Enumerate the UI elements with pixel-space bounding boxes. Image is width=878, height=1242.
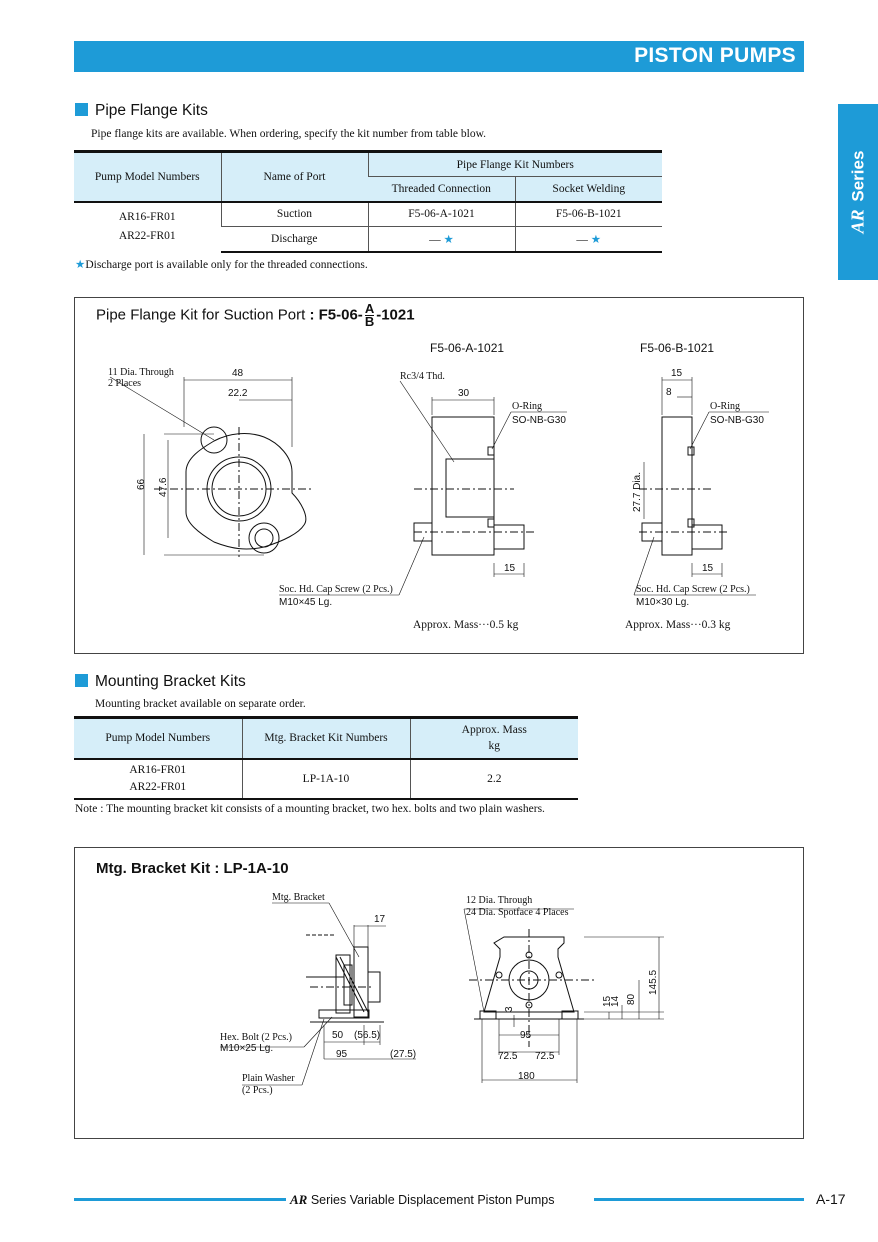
- series-label: Series: [848, 150, 868, 202]
- dim-text: Soc. Hd. Cap Screw (2 Pcs.): [279, 584, 393, 595]
- dim-text: Hex. Bolt (2 Pcs.): [220, 1032, 292, 1043]
- bracket-heading: Mounting Bracket Kits: [75, 673, 246, 691]
- dim-text: O-Ring: [512, 401, 542, 412]
- dim-text: Mtg. Bracket: [272, 892, 325, 903]
- dim-text: 72.5: [535, 1051, 555, 1062]
- table-cell-threaded: — ★: [368, 227, 515, 252]
- footer-logo: AR: [290, 1192, 308, 1207]
- table-cell-port: Discharge: [221, 227, 368, 252]
- dim-text: M10×30 Lg.: [636, 597, 690, 608]
- dim-text: 17: [374, 914, 386, 925]
- mass-b: Approx. Mass···0.3 kg: [625, 619, 731, 631]
- dim-text: 24 Dia. Spotface 4 Places: [466, 907, 569, 918]
- dim-text: 12 Dia. Through: [466, 895, 533, 906]
- header-bar: [74, 41, 804, 72]
- bracket-note: Note : The mounting bracket kit consists of a mounting bracket, two hex. bolts and two plain washers.: [75, 803, 545, 815]
- table-cell-socket: — ★: [515, 227, 662, 252]
- star-icon: ★: [75, 259, 86, 271]
- dim-text: 3: [504, 1006, 515, 1012]
- table-cell-port: Suction: [221, 202, 368, 227]
- pipe-flange-heading: Pipe Flange Kits: [75, 102, 208, 120]
- col-pump-model: Pump Model Numbers: [74, 152, 221, 202]
- dim-text: 48: [232, 368, 244, 379]
- dim-text: 50: [332, 1030, 344, 1041]
- col-mass: Approx. Mass kg: [410, 718, 578, 759]
- mass-a: Approx. Mass···0.5 kg: [413, 619, 519, 631]
- dim-text: 80: [626, 993, 637, 1005]
- section-bullet-icon: [75, 674, 88, 687]
- bracket-drawings: [74, 847, 804, 1139]
- col-port-name: Name of Port: [221, 152, 368, 202]
- table-cell-kit: LP-1A-10: [242, 759, 410, 799]
- dim-text: SO-NB-G30: [710, 415, 764, 426]
- dim-text: Plain Washer: [242, 1073, 295, 1084]
- dim-text: 15: [602, 995, 613, 1007]
- dim-text: 14: [610, 995, 621, 1007]
- dim-text: M10×45 Lg.: [279, 597, 333, 608]
- dim-text: 66: [136, 478, 147, 490]
- table-cell-models: AR16-FR01 AR22-FR01: [74, 759, 242, 799]
- dim-text: 72.5: [498, 1051, 518, 1062]
- bracket-table: [74, 716, 578, 800]
- dim-text: (2 Pcs.): [242, 1085, 273, 1096]
- pipe-flange-intro: Pipe flange kits are available. When ordering, specify the kit number from table blow.: [91, 128, 487, 140]
- dim-text: 180: [518, 1071, 535, 1082]
- col-bracket-kit: Mtg. Bracket Kit Numbers: [242, 718, 410, 759]
- dim-text: 2 Places: [108, 378, 142, 389]
- dim-text: SO-NB-G30: [512, 415, 566, 426]
- dim-text: 15: [671, 368, 683, 379]
- table-footnote: ★Discharge port is available only for the threaded connections.: [75, 259, 368, 271]
- footer-rule-left: [74, 1198, 286, 1201]
- dim-text: 95: [520, 1030, 532, 1041]
- dim-text: 15: [504, 563, 516, 574]
- table-cell-models: AR16-FR01 AR22-FR01: [118, 211, 176, 242]
- dim-text: Rc3/4 Thd.: [400, 371, 445, 382]
- flange-side-view-a: [279, 381, 567, 595]
- bracket-side-view: [220, 903, 416, 1085]
- flange-front-view: [110, 377, 314, 557]
- dim-text: (27.5): [390, 1049, 417, 1060]
- section-bullet-icon: [75, 103, 88, 116]
- dim-text: 95: [336, 1049, 348, 1060]
- suction-flange-drawings: [74, 297, 804, 654]
- col-socket: Socket Welding: [515, 177, 662, 202]
- dim-text: 15: [702, 563, 714, 574]
- label-f5-06-b: F5-06-B-1021: [640, 341, 715, 355]
- dim-text: 145.5: [648, 969, 659, 995]
- dim-text: 27.7 Dia.: [632, 471, 643, 512]
- col-threaded: Threaded Connection: [368, 177, 515, 202]
- bracket-intro: Mounting bracket available on separate order.: [95, 698, 306, 710]
- dim-text: 22.2: [228, 388, 248, 399]
- star-icon: ★: [443, 233, 454, 246]
- pipe-flange-table: [74, 150, 662, 253]
- table-cell-threaded: F5-06-A-1021: [368, 202, 515, 227]
- label-f5-06-a: F5-06-A-1021: [430, 341, 505, 355]
- footer-rule-right: [594, 1198, 804, 1201]
- bracket-box-title: Mtg. Bracket Kit : LP-1A-10: [96, 860, 289, 877]
- star-icon: ★: [590, 233, 602, 246]
- dim-text: 30: [458, 388, 470, 399]
- table-cell-mass: 2.2: [410, 759, 578, 799]
- footer-text: AR Series Variable Displacement Piston Pumps: [290, 1192, 555, 1207]
- header-title: PISTON PUMPS: [634, 44, 796, 67]
- dim-text: 8: [666, 387, 672, 398]
- dim-text: 11 Dia. Through: [108, 367, 174, 378]
- col-kit-numbers: Pipe Flange Kit Numbers: [368, 152, 662, 177]
- col-pump-model: Pump Model Numbers: [74, 718, 242, 759]
- dim-text: (56.5): [354, 1030, 381, 1041]
- page-number: A-17: [816, 1191, 846, 1207]
- dim-text: 47.6: [158, 477, 169, 497]
- dim-text: Soc. Hd. Cap Screw (2 Pcs.): [636, 584, 750, 595]
- dim-text: O-Ring: [710, 401, 740, 412]
- series-logo: AR: [847, 209, 868, 234]
- series-side-tab: [838, 104, 878, 280]
- dim-text: M10×25 Lg.: [220, 1043, 274, 1054]
- suction-box-title: Pipe Flange Kit for Suction Port : F5-06- $\frac{A}{B}$ -1021: [96, 301, 415, 329]
- table-cell-socket: F5-06-B-1021: [515, 202, 662, 227]
